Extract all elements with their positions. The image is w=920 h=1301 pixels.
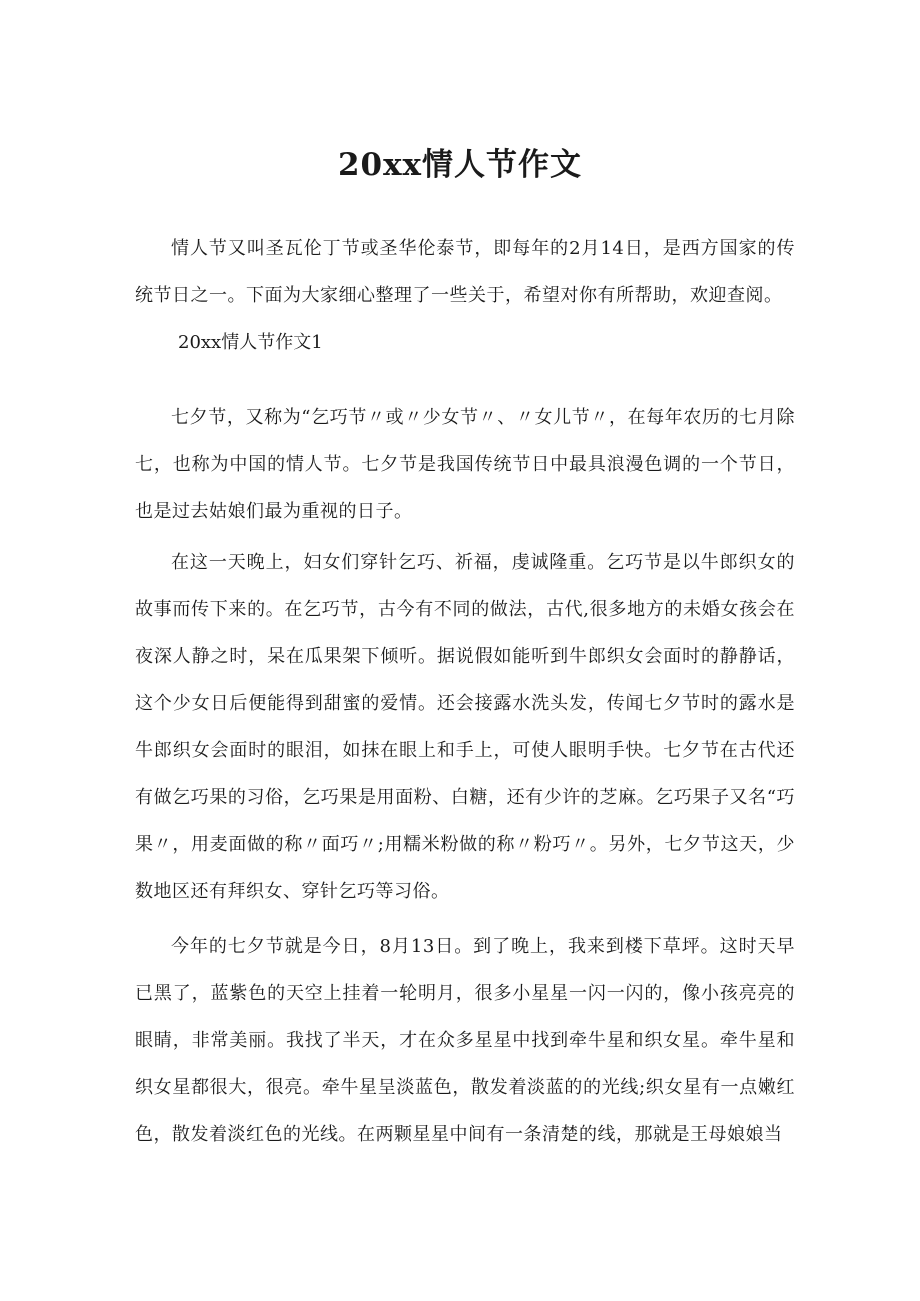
body-paragraph: 今年的七夕节就是今日，8月13日。到了晚上，我来到楼下草坪。这时天早已黑了，蓝紫色的天空上挂着一轮明月，很多小星星一闪一闪的，像小孩亮亮的眼睛，非常美丽。我找了半天，才在众多星星中找到牵牛星和织女星。牵牛星和织女星都很大，很亮。牵牛星呈淡蓝色，散发着淡蓝的的光线;织女星有一点嫩红色，散发着淡红色的光线。在两颗星星中间有一条清楚的线，那就是王母娘娘当 (135, 936, 795, 1145)
body-paragraph: 七夕节，又称为“乞巧节〃或〃少女节〃、〃女儿节〃，在每年农历的七月除七，也称为中国的情人节。七夕节是我国传统节日中最具浪漫色调的一个节日，也是过去姑娘们最为重视的日子。 (135, 407, 795, 522)
intro-paragraph: 情人节又叫圣瓦伦丁节或圣华伦泰节，即每年的2月14日，是西方国家的传统节日之一。下面为大家细心整理了一些关于，希望对你有所帮助，欢迎查阅。 (135, 238, 795, 306)
body-paragraph: 在这一天晚上，妇女们穿针乞巧、祈福，虔诚隆重。乞巧节是以牛郎织女的故事而传下来的。在乞巧节，古今有不同的做法，古代,很多地方的未婚女孩会在夜深人静之时，呆在瓜果架下倾听。据说假如能听到牛郎织女会面时的静静话，这个少女日后便能得到甜蜜的爱情。还会接露水洗头发，传闻七夕节时的露水是牛郎织女会面时的眼泪，如抹在眼上和手上，可使人眼明手快。七夕节在古代还有做乞巧果的习俗，乞巧果是用面粉、白糖，还有少许的芝麻。乞巧果子又名“巧果〃，用麦面做的称〃面巧〃;用糯米粉做的称〃粉巧〃。另外，七夕节这天，少数地区还有拜织女、穿针乞巧等习俗。 (135, 552, 795, 902)
document-title: 20xx情人节作文 (337, 147, 583, 183)
section-subtitle: 20xx情人节作文1 (178, 332, 323, 353)
